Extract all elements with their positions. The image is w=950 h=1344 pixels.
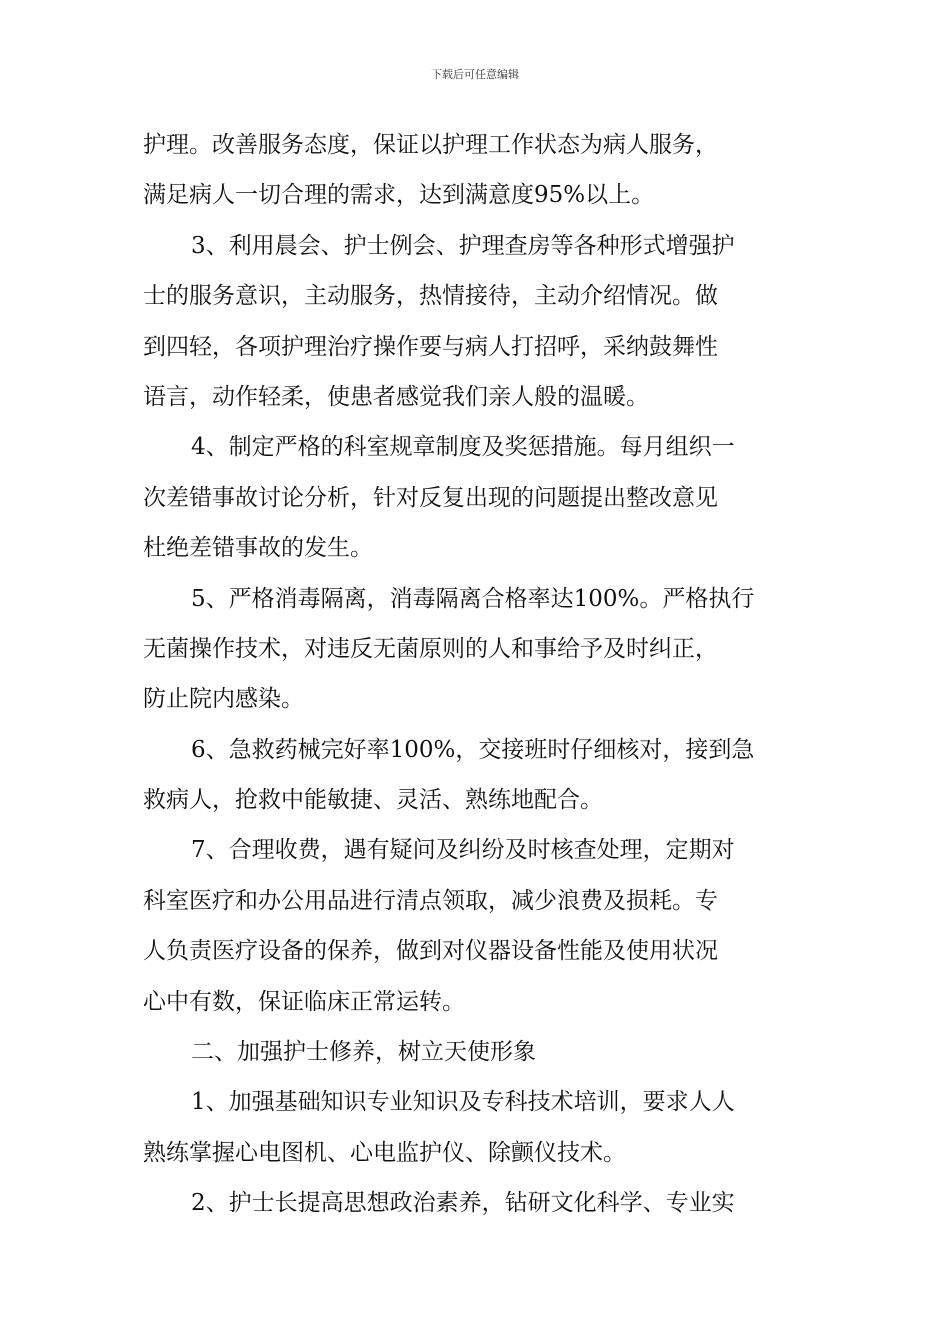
paragraph (143, 1178, 811, 1228)
text-line: 护理。改善服务态度，保证以护理工作状态为病人服务， (143, 132, 718, 158)
paragraph (143, 1077, 811, 1178)
text-line: 满足病人一切合理的需求，达到满意度95%以上。 (143, 182, 655, 209)
text-line: 4、制定严格的科室规章制度及奖惩措施。每月组织一 (191, 434, 735, 461)
text-line: 6、急救药械完好率100%，交接班时仔细核对，接到急 (191, 736, 755, 763)
text-line: 熟练掌握心电图机、心电监护仪、除颤仪技术。 (143, 1139, 626, 1166)
paragraph (143, 725, 811, 826)
paragraph (143, 1027, 811, 1077)
text-line: 心中有数，保证临床正常运转。 (143, 988, 465, 1015)
page-header: 下载后可任意编辑 (431, 68, 519, 81)
text-line: 无菌操作技术，对违反无菌原则的人和事给予及时纠正， (143, 635, 718, 662)
text-line: 5、严格消毒隔离，消毒隔离合格率达100%。严格执行 (191, 585, 755, 612)
paragraph (143, 825, 811, 1027)
text-line: 人负责医疗设备的保养，做到对仪器设备性能及使用状况 (143, 938, 718, 965)
text-line: 士的服务意识，主动服务，热情接待，主动介绍情况。做 (143, 283, 718, 310)
paragraph (143, 422, 811, 573)
text-line: 二、加强护士修养，树立天使形象 (191, 1039, 536, 1066)
text-line: 3、利用晨会、护士例会、护理查房等各种形式增强护 (191, 232, 735, 259)
text-line: 科室医疗和办公用品进行清点领取，减少浪费及损耗。专 (143, 887, 718, 914)
paragraph (143, 574, 811, 725)
text-line: 次差错事故讨论分析，针对反复出现的问题提出整改意见 (143, 484, 718, 511)
text-line: 1、加强基础知识专业知识及专科技术培训，要求人人 (191, 1089, 735, 1116)
text-line: 救病人，抢救中能敏捷、灵活、熟练地配合。 (143, 787, 603, 814)
text-line: 7、合理收费，遇有疑问及纠纷及时核查处理，定期对 (191, 837, 735, 864)
paragraph (143, 120, 811, 221)
text-line: 2、护士长提高思想政治素养，钻研文化科学、专业实 (191, 1190, 735, 1217)
text-line: 到四轻，各项护理治疗操作要与病人打招呼，采纳鼓舞性 (143, 333, 718, 360)
text-line: 杜绝差错事故的发生。 (143, 535, 373, 562)
text-line: 防止院内感染。 (143, 686, 304, 713)
paragraph (143, 221, 811, 423)
document-body (143, 120, 811, 1229)
text-line: 语言，动作轻柔，使患者感觉我们亲人般的温暖。 (143, 383, 649, 410)
